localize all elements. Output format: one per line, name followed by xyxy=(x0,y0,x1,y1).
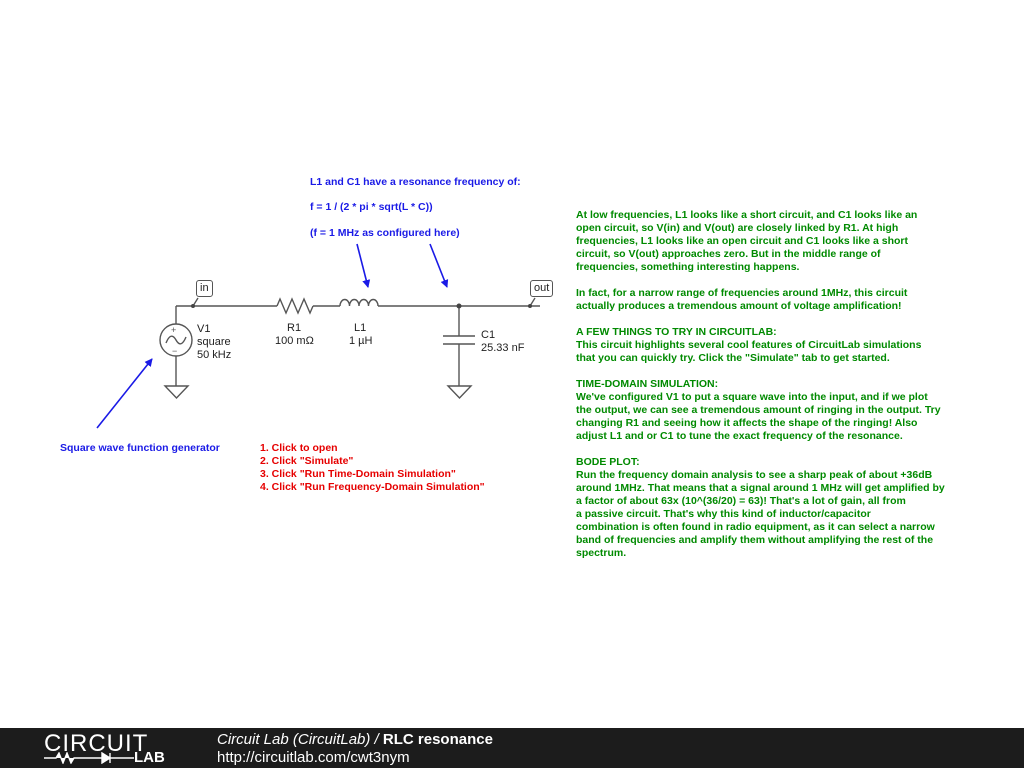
resonance-note-formula: f = 1 / (2 * pi * sqrt(L * C)) xyxy=(310,201,433,213)
description-line: combination is often found in radio equipment, as it can select a narrow xyxy=(576,521,935,533)
description-line: frequencies, L1 looks like an open circuit and C1 looks like a short xyxy=(576,235,909,247)
v1-name: V1 xyxy=(197,323,211,335)
description-line: band of frequencies and amplify them without amplifying the rest of the xyxy=(576,534,934,546)
arrow-to-c1 xyxy=(430,244,447,287)
description-line xyxy=(576,443,945,456)
instruction-step: 1. Click to open xyxy=(260,442,338,454)
description-line: spectrum. xyxy=(576,547,627,559)
sine-symbol xyxy=(166,336,186,344)
arrow-to-l1 xyxy=(357,244,368,287)
description-line: changing R1 and seeing how it affects the shape of the ringing! Also xyxy=(576,417,918,429)
description-line: This circuit highlights several cool features of CircuitLab simulations xyxy=(576,339,922,351)
description-line: the output, we can see a tremendous amount of ringing in the output. Try xyxy=(576,404,941,416)
l1-name: L1 xyxy=(354,322,367,334)
description-line: actually produces a tremendous amount of voltage amplification! xyxy=(576,300,902,312)
port-in: in xyxy=(196,280,213,297)
description-line: around 1MHz. That means that a signal around 1 MHz will get amplified by xyxy=(576,482,945,494)
generator-note: Square wave function generator xyxy=(60,442,220,454)
footer-bar xyxy=(0,728,1024,768)
c1-value: 25.33 nF xyxy=(481,342,525,354)
description-line: A FEW THINGS TO TRY IN CIRCUITLAB: xyxy=(576,326,777,338)
description-line: adjust L1 and or C1 to tune the exact frequency of the resonance. xyxy=(576,430,903,442)
junction-in xyxy=(191,304,195,308)
junction-out xyxy=(528,304,532,308)
resonance-note-config: (f = 1 MHz as configured here) xyxy=(310,227,460,239)
description-line: open circuit, so V(in) and V(out) are closely linked by R1. At high xyxy=(576,222,899,234)
v1-label xyxy=(197,323,231,362)
logo-lab: LAB xyxy=(134,749,165,766)
description-line: a passive circuit. That's why this kind of inductor/capacitor xyxy=(576,508,871,520)
port-out: out xyxy=(530,280,553,297)
logo-circuit-symbol xyxy=(44,752,136,764)
v1-type: square xyxy=(197,336,231,348)
logo-circuit: CIRCUIT xyxy=(44,730,149,757)
description-line xyxy=(576,365,945,378)
l1-value: 1 µH xyxy=(349,335,373,347)
description-line: that you can quickly try. Click the "Simulate" tab to get started. xyxy=(576,352,890,364)
description-line: frequencies, something interesting happens. xyxy=(576,261,800,273)
description-line: Run the frequency domain analysis to see a sharp peak of about +36dB xyxy=(576,469,933,481)
instruction-step: 2. Click "Simulate" xyxy=(260,455,354,467)
minus-sign: − xyxy=(172,346,178,356)
ground-v1 xyxy=(165,386,188,398)
ground-c1 xyxy=(448,386,471,398)
description-line: At low frequencies, L1 looks like a short circuit, and C1 looks like an xyxy=(576,209,918,221)
description-line: In fact, for a narrow range of frequencies around 1MHz, this circuit xyxy=(576,287,908,299)
footer-title xyxy=(217,731,493,748)
resonance-note-line1: L1 and C1 have a resonance frequency of: xyxy=(310,176,521,188)
description-line xyxy=(576,313,945,326)
c1-name: C1 xyxy=(481,329,496,341)
description-text xyxy=(576,209,945,560)
r1-value: 100 mΩ xyxy=(275,335,314,347)
resistor-r1 xyxy=(277,299,313,313)
inductor-l1 xyxy=(340,300,378,307)
instruction-step: 4. Click "Run Frequency-Domain Simulation" xyxy=(260,481,485,493)
footer-url[interactable]: http://circuitlab.com/cwt3nym xyxy=(217,749,410,766)
description-line: We've configured V1 to put a square wave into the input, and if we plot xyxy=(576,391,928,403)
v1-freq: 50 kHz xyxy=(197,349,232,361)
footer-circuit-name: RLC resonance xyxy=(382,731,493,748)
footer-title-prefix: Circuit Lab (CircuitLab) / xyxy=(217,731,383,748)
description-line: a factor of about 63x (10^(36/20) = 63)! That's a lot of gain, all from xyxy=(576,495,906,507)
plus-sign: + xyxy=(171,325,177,335)
description-line xyxy=(576,274,945,287)
arrow-to-v1 xyxy=(97,359,152,428)
capacitor-c1 xyxy=(443,336,475,344)
instruction-step: 3. Click "Run Time-Domain Simulation" xyxy=(260,468,456,480)
description-line: circuit, so V(out) approaches zero. But in the middle range of xyxy=(576,248,881,260)
junction-node xyxy=(457,304,462,309)
description-line: TIME-DOMAIN SIMULATION: xyxy=(576,378,719,390)
r1-name: R1 xyxy=(287,322,302,334)
description-line: BODE PLOT: xyxy=(576,456,640,468)
